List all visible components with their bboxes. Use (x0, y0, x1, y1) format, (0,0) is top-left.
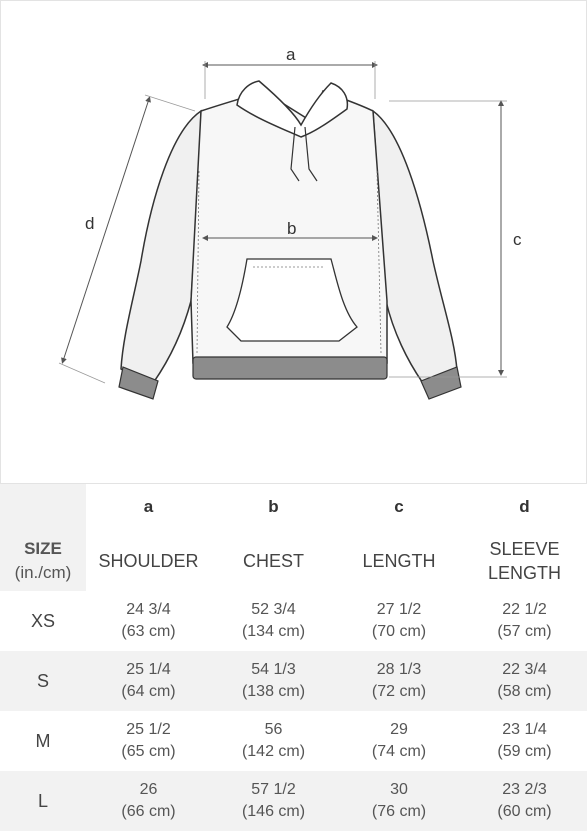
size-header-units: (in./cm) (14, 562, 72, 582)
table-row (0, 651, 587, 711)
cell-length (336, 591, 462, 651)
column-letter-d: d (462, 484, 587, 530)
size-header-cell (0, 530, 86, 591)
left-sleeve (121, 111, 201, 386)
column-letter-c: c (336, 484, 462, 530)
value-in: 25 1/4 (126, 661, 171, 678)
value-cm: (72 cm) (371, 683, 427, 700)
column-letter-b: b (211, 484, 336, 530)
header-sleeve-line1: SLEEVE (489, 538, 560, 559)
cell-shoulder (86, 771, 211, 831)
value-in: 25 1/2 (126, 721, 171, 738)
value-in: 22 3/4 (502, 661, 547, 678)
value-cm: (66 cm) (121, 803, 176, 820)
value-in: 29 (390, 721, 408, 738)
value-cm: (134 cm) (241, 623, 306, 640)
cell-sleeve-length (462, 711, 587, 771)
cell-chest (211, 711, 336, 771)
value-in: 23 2/3 (502, 781, 547, 798)
cell-length (336, 711, 462, 771)
cell-chest (211, 771, 336, 831)
size-label: XS (0, 591, 86, 651)
cell-shoulder (86, 591, 211, 651)
label-b: b (287, 219, 297, 238)
value-in: 28 1/3 (376, 661, 422, 678)
value-cm: (58 cm) (497, 683, 552, 700)
value-cm: (142 cm) (241, 743, 306, 760)
value-in: 56 (264, 721, 283, 738)
cell-sleeve-length (462, 771, 587, 831)
value-cm: (63 cm) (121, 623, 176, 640)
cell-chest (211, 651, 336, 711)
table-row (0, 771, 587, 831)
value-cm: (74 cm) (371, 743, 427, 760)
value-in: 23 1/4 (502, 721, 547, 738)
value-cm: (64 cm) (121, 683, 176, 700)
size-label: M (0, 711, 86, 771)
value-in: 57 1/2 (251, 781, 296, 798)
value-cm: (138 cm) (241, 683, 306, 700)
label-c: c (513, 230, 522, 249)
header-sleeve-line2: LENGTH (487, 562, 561, 583)
value-cm: (65 cm) (121, 743, 176, 760)
value-in: 27 1/2 (376, 601, 422, 618)
value-in: 30 (390, 781, 408, 798)
value-in: 26 (139, 781, 158, 798)
measurement-name-row (0, 530, 587, 591)
header-sleeve-length (462, 530, 587, 591)
cell-shoulder (86, 651, 211, 711)
header-length: LENGTH (336, 530, 462, 591)
size-header-label: SIZE (24, 538, 62, 558)
size-chart-table (0, 484, 587, 831)
size-label: L (0, 771, 86, 831)
column-letter-a: a (86, 484, 211, 530)
cell-length (336, 651, 462, 711)
value-in: 54 1/3 (251, 661, 296, 678)
column-letter-row (0, 484, 587, 530)
size-label: S (0, 651, 86, 711)
cell-sleeve-length (462, 651, 587, 711)
hoodie-illustration (1, 1, 587, 485)
cell-shoulder (86, 711, 211, 771)
value-cm: (60 cm) (497, 803, 552, 820)
value-cm: (76 cm) (371, 803, 427, 820)
value-cm: (59 cm) (497, 743, 552, 760)
value-cm: (146 cm) (241, 803, 306, 820)
label-a: a (286, 45, 296, 64)
cell-chest (211, 591, 336, 651)
cell-sleeve-length (462, 591, 587, 651)
cell-length (336, 771, 462, 831)
header-shoulder: SHOULDER (86, 530, 211, 591)
value-cm: (70 cm) (371, 623, 427, 640)
header-chest: CHEST (211, 530, 336, 591)
table-row (0, 591, 587, 651)
label-d: d (85, 214, 95, 233)
waistband (193, 357, 387, 379)
value-cm: (57 cm) (497, 623, 552, 640)
value-in: 22 1/2 (502, 601, 547, 618)
table-row (0, 711, 587, 771)
value-in: 52 3/4 (251, 601, 296, 618)
corner-cell (0, 484, 86, 530)
value-in: 24 3/4 (126, 601, 171, 618)
